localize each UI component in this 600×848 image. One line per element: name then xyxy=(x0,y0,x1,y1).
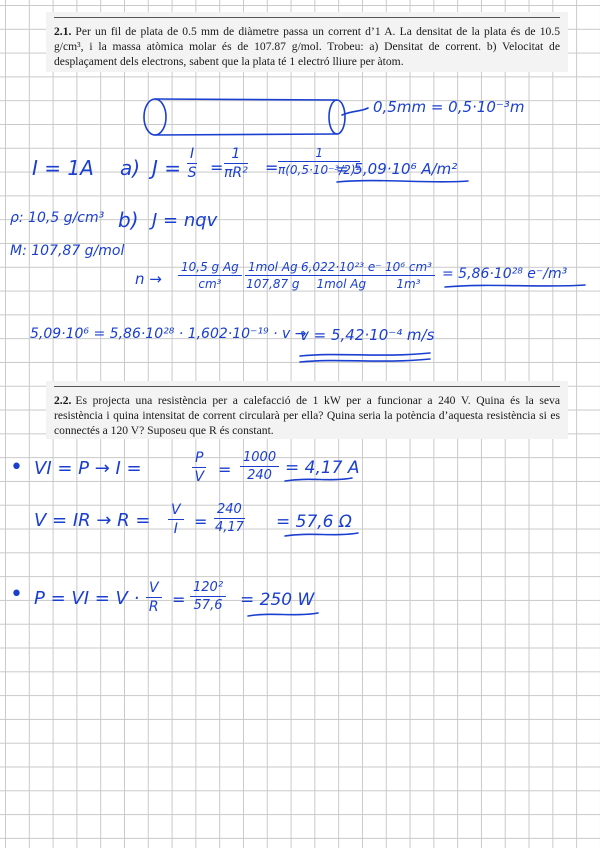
n-result: = 5,86·10²⁸ e⁻/m³ xyxy=(442,266,568,282)
power-result: = 250 W xyxy=(240,590,315,610)
bullet: • xyxy=(10,455,23,480)
fraction-240-over-417 xyxy=(214,502,245,535)
current-given: I = 1A xyxy=(32,156,94,180)
fraction-molar-mass xyxy=(245,260,301,291)
fraction-p-over-v xyxy=(192,450,206,485)
numerator: 1 xyxy=(224,146,248,164)
equals-sign: = xyxy=(210,158,224,177)
underline-p xyxy=(248,613,318,616)
velocity-equation: 5,09·10⁶ = 5,86·10²⁸ · 1,602·10⁻¹⁹ · v → xyxy=(30,326,307,342)
numerator: 1mol Ag xyxy=(245,260,301,276)
fraction-i-over-s xyxy=(187,146,197,181)
diameter-note: 0,5mm = 0,5·10⁻³m xyxy=(373,98,525,116)
denominator: 1mol Ag xyxy=(316,277,367,291)
bullet: • xyxy=(10,582,23,607)
numerator: 240 xyxy=(214,502,245,519)
underline-r xyxy=(285,533,358,536)
denominator: R xyxy=(148,599,159,615)
problem-text: Es projecta una resistència per a calefacció de 1 kW per a funcionar a 240 V. Quina és la seva resistència i quina intensitat de corrent circularà per ella? Quina seria la potència d’aquesta resistència si es connectés a 120 V? Suposeu que R és constant. xyxy=(54,394,560,437)
denominator: π(0,5·10⁻³/2)² xyxy=(278,163,361,177)
part-a-label: a) xyxy=(120,156,141,180)
denominator: πR² xyxy=(224,165,248,181)
fraction-avogadro xyxy=(298,260,385,291)
equals-sign: = xyxy=(172,590,186,609)
denominator: 4,17 xyxy=(214,520,244,535)
part-b-label: b) xyxy=(118,208,139,232)
numerator: 6,022·10²³ e⁻ xyxy=(298,260,385,276)
numerator: 1 xyxy=(278,146,360,162)
denominator: 1m³ xyxy=(396,277,421,291)
fraction-v-over-r xyxy=(146,580,162,615)
underline-j xyxy=(337,181,468,182)
denominator: S xyxy=(187,165,197,181)
molar-mass-given: M: 107,87 g/mol xyxy=(10,243,125,259)
numerator: 120² xyxy=(190,580,226,597)
line3-lhs: P = VI = V · xyxy=(34,588,140,609)
velocity-result: v = 5,42·10⁻⁴ m/s xyxy=(300,326,435,344)
numerator: 10,5 g Ag xyxy=(178,260,242,276)
denominator: cm³ xyxy=(198,277,222,291)
resistance-result: = 57,6 Ω xyxy=(276,512,352,532)
numerator: 10⁶ cm³ xyxy=(382,260,435,276)
current-result: = 4,17 A xyxy=(285,458,360,478)
denominator: I xyxy=(173,521,178,537)
numerator: P xyxy=(192,450,206,468)
denominator: 240 xyxy=(247,468,272,483)
problem-number: 2.2. xyxy=(54,394,72,407)
underline-i xyxy=(285,478,352,481)
denominator: 57,6 xyxy=(193,598,223,613)
denominator: V xyxy=(194,469,205,485)
line2-lhs: V = IR → R = xyxy=(34,510,151,531)
problem-text: Per un fil de plata de 0.5 mm de diàmetre passa un corrent d’1 A. La densitat de la plata és de 10.5 g/cm³, i la massa atòmica molar és de 107.87 g/mol. Trobeu: a) Densitat de corrent. b) Velocitat de desplaçament dels electrons, sabent que la plata té 1 electró lliure per àtom. xyxy=(54,25,560,68)
numerator: V xyxy=(168,502,184,520)
j-lhs: J = xyxy=(152,156,182,180)
fraction-120sq-over-576 xyxy=(190,580,226,613)
fraction-density xyxy=(178,260,242,291)
n-lhs: n → xyxy=(135,270,162,288)
fraction-1-over-pir2 xyxy=(224,146,248,181)
underline-v xyxy=(300,353,430,356)
equals-sign: = xyxy=(194,512,208,531)
fraction-v-over-i xyxy=(168,502,184,537)
fraction-1000-over-240 xyxy=(240,450,279,483)
part-b-equation: J = nqv xyxy=(152,210,218,231)
problem-number: 2.1. xyxy=(54,25,72,38)
wire-cylinder-drawing xyxy=(144,99,368,135)
line1-lhs: VI = P → I = xyxy=(34,458,142,479)
fraction-volume xyxy=(382,260,435,291)
denominator: 107,87 g xyxy=(246,277,300,291)
underline-n xyxy=(445,285,585,287)
j-result: = 5,09·10⁶ A/m² xyxy=(336,160,458,178)
numerator: I xyxy=(187,146,197,164)
equals-sign: = xyxy=(265,158,279,177)
numerator: 1000 xyxy=(240,450,279,467)
density-given: ρ: 10,5 g/cm³ xyxy=(10,210,105,226)
equals-sign: = xyxy=(218,460,232,479)
numerator: V xyxy=(146,580,162,598)
